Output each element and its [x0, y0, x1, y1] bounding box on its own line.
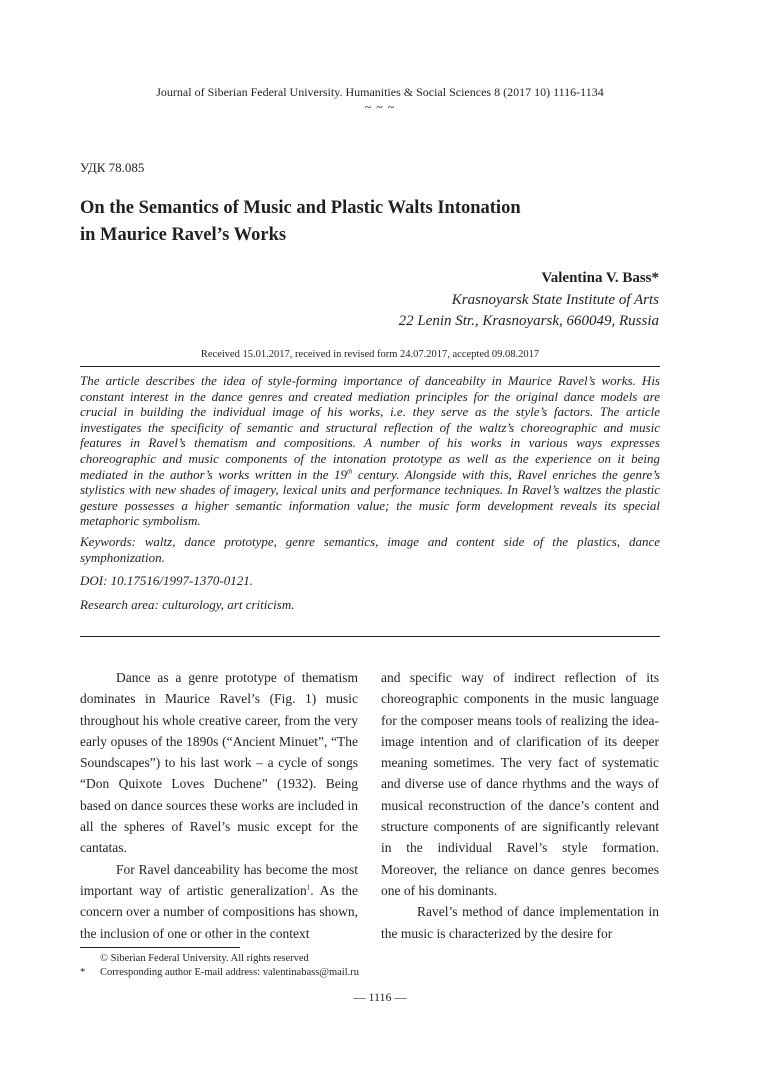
udk-code: УДК 78.085	[80, 160, 145, 175]
corresponding-author-text: Corresponding author E-mail address: valentinabass@mail.ru	[100, 967, 359, 978]
author-block	[399, 268, 659, 333]
body-paragraph: Ravel’s method of dance implementation in the music is characterized by the desire for	[381, 904, 659, 941]
asterisk-mark: *	[80, 967, 86, 978]
author-address: 22 Lenin Str., Krasnoyarsk, 660049, Russia	[398, 313, 659, 329]
body-paragraph: Dance as a genre prototype of thematism dominates in Maurice Ravel’s (Fig. 1) music throughout his whole creative career, from the very early opuses of the 1890s (“Ancient Minuet”, “The Soundscapes”) to his last work – a cycle of songs “Don Quixote Loves Duchene” (1932). Being based on dance sources these works are included in all the spheres of Ravel’s music except for the cantatas.	[80, 670, 358, 856]
footnote-reference[interactable]: 1	[306, 883, 311, 892]
abstract-text-part-1: The article describes the idea of style-forming importance of danceabilty in Maurice Ravel’s works. His constant interest in the dance genres and created mediation principles for the original dance models are crucial in building the individual image of his works, i.e. they serve as the style’s factors. The article investigates the specificity of semantic and structural reflection of the waltz’s choreographic and music features in Ravel’s thematism and compositions. A number of his works in various ways expresses choreographic and music components of the intonation prototype as well as the experience on it being mediated in the author’s works written in the 19	[80, 373, 660, 482]
abstract-text-part-2: century. Alongside with this, Ravel enriches the genre’s stylistics with new shades of imagery, lexical units and performance techniques. In Ravel’s waltzes the plastic gesture possesses a higher semantic information value; the music form development reveals its special metaphoric symbolism.	[80, 466, 660, 529]
paragraph-text: For Ravel danceability has become the most important way of artistic generalization	[80, 861, 358, 898]
header-separator: ~ ~ ~	[364, 100, 396, 114]
author-institution: Krasnoyarsk State Institute of Arts	[451, 291, 659, 308]
abstract-bottom-rule	[80, 636, 660, 637]
research-area: Research area: culturology, art criticism.	[80, 596, 295, 612]
title-line-1: On the Semantics of Music and Plastic Walts Intonation	[80, 198, 521, 218]
abstract-top-rule	[80, 366, 660, 367]
doi: DOI: 10.17516/1997-1370-0121.	[80, 573, 253, 589]
body-paragraph	[80, 859, 358, 944]
journal-header: Journal of Siberian Federal University. Humanities & Social Sciences 8 (2017 10) 1116-1134	[156, 85, 604, 99]
copyright-text: © Siberian Federal University. All rights reserved	[100, 953, 309, 964]
page-number: — 1116 —	[353, 990, 407, 1004]
article-title	[80, 195, 680, 249]
title-line-2: in Maurice Ravel’s Works	[80, 225, 287, 245]
footnote-rule	[80, 947, 240, 948]
footnote-corresponding	[80, 966, 359, 979]
keywords: Keywords: waltz, dance prototype, genre semantics, image and content side of the plastics, dance symphonization.	[80, 533, 660, 565]
paragraph-text: . As the concern over a number of compositions has shown, the inclusion of one or other in the context	[80, 882, 358, 941]
abstract-superscript: th	[346, 467, 353, 476]
received-dates: Received 15.01.2017, received in revised form 24.07.2017, accepted 09.08.2017	[200, 349, 540, 360]
abstract-text	[80, 373, 660, 529]
body-paragraph: and specific way of indirect reflection of its choreographic components in the music language for the composer means tools of realizing the idea-image intention and of clarification of its deeper meaning sometimes. The very fact of systematic and diverse use of dance rhythms and the ways of musical reconstruction of the dance’s content and structure components of are significantly relevant in the individual Ravel’s style formation. Moreover, the reliance on dance genres becomes one of his dominants.	[381, 670, 659, 898]
abstract-block	[80, 373, 660, 612]
footnote-copyright	[80, 952, 309, 965]
body-column-right	[381, 667, 659, 944]
body-column-left	[80, 667, 358, 944]
author-name: Valentina V. Bass*	[541, 270, 659, 286]
